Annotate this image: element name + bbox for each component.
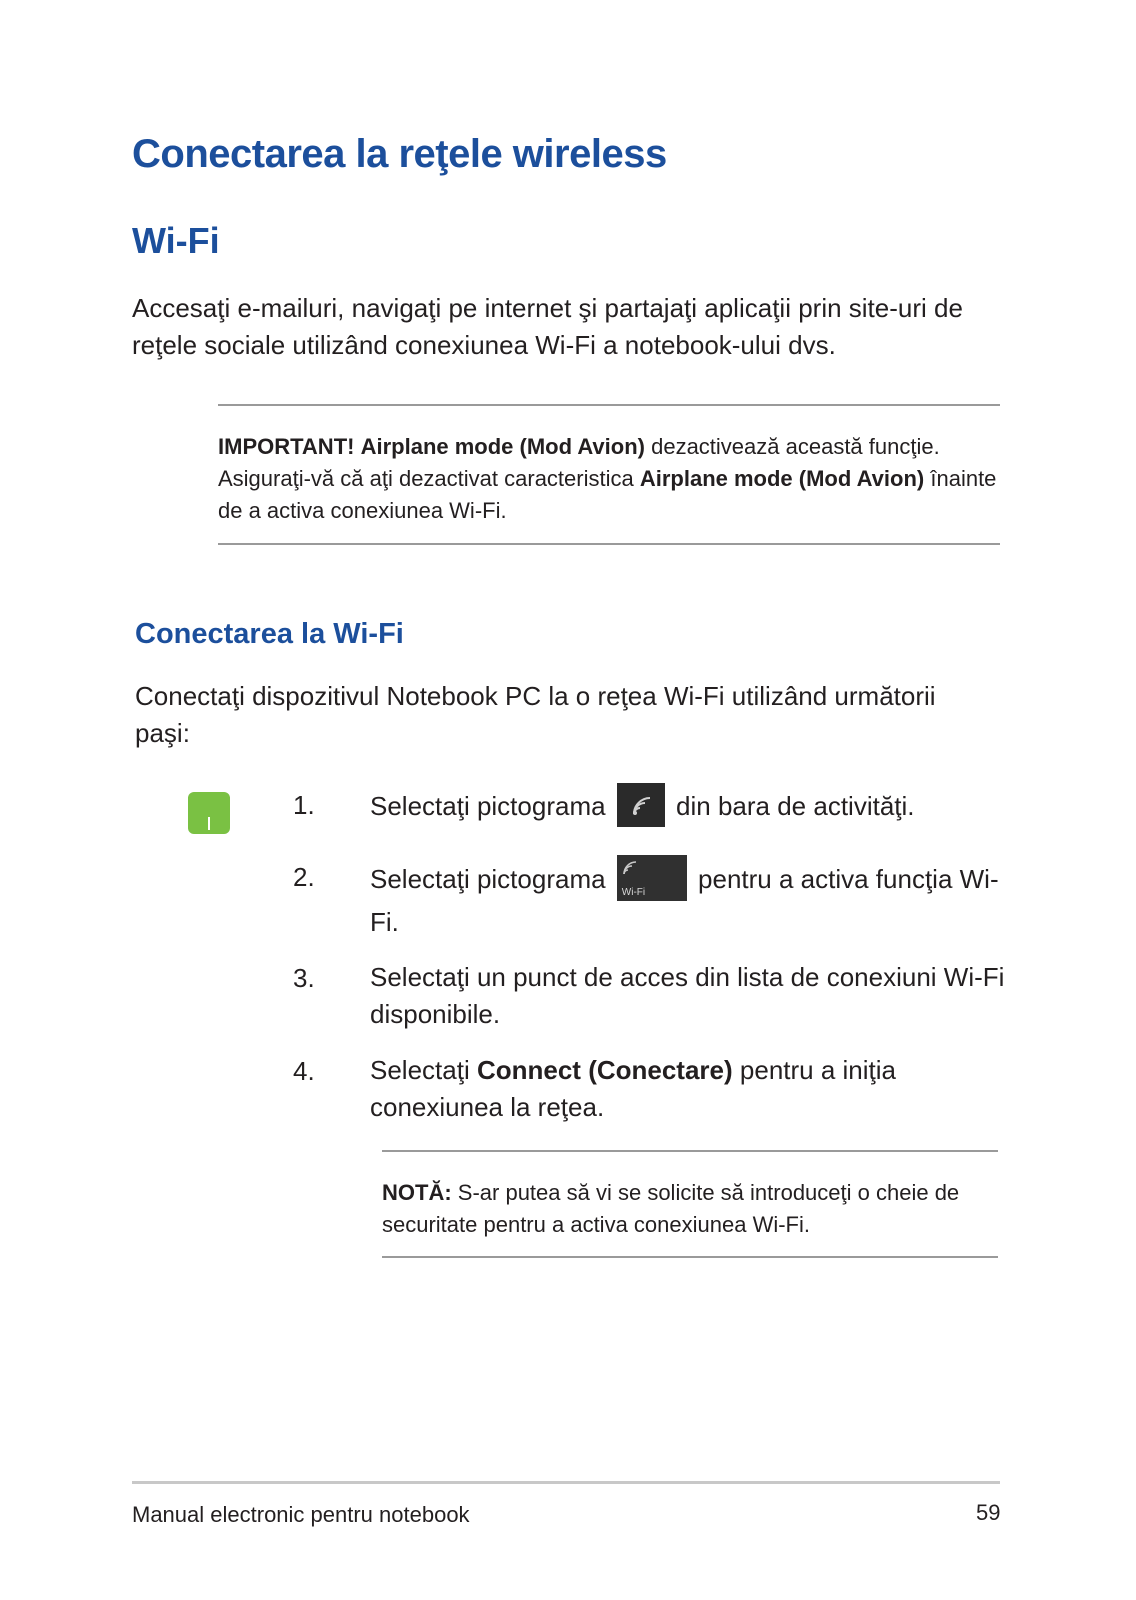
- step-2-before: Selectaţi pictograma: [370, 863, 606, 894]
- step-2-number: 2.: [293, 862, 315, 892]
- note-text: S-ar putea să vi se solicite să introduceţi o cheie de securitate pentru a activa conexiunea Wi-Fi.: [382, 1180, 960, 1237]
- section-title-wifi: Wi-Fi: [132, 220, 220, 261]
- step-1-after: din bara de activităţi.: [676, 790, 915, 821]
- airplane-mode-term-2: Airplane mode (Mod Avion): [639, 466, 925, 491]
- step-4-text: [370, 1052, 1010, 1126]
- wifi-tile-label: Wi-Fi: [621, 887, 646, 898]
- step-1-number: 1.: [293, 790, 315, 820]
- airplane-mode-term: Airplane mode (Mod Avion): [360, 434, 645, 459]
- network-tray-icon: [617, 783, 665, 827]
- connect-term: Connect (Conectare): [476, 1055, 733, 1085]
- important-prefix: IMPORTANT!: [218, 434, 355, 459]
- step-4-after: pentru a iniţia conexiunea la reţea.: [370, 1055, 897, 1122]
- step-3-number: 3.: [293, 963, 315, 993]
- step-2-after: pentru a activa funcţia Wi-Fi.: [370, 863, 999, 937]
- important-text-1: dezactivează această funcţie. Asiguraţi-vă că aţi dezactivat caracteristica: [218, 434, 940, 491]
- section-lead: Conectaţi dispozitivul Notebook PC la o reţea Wi-Fi utilizând următorii paşi:: [135, 681, 936, 748]
- important-text-2: înainte de a activa conexiunea Wi-Fi.: [218, 466, 997, 523]
- step-4-number: 4.: [293, 1056, 315, 1086]
- important-note: [218, 431, 998, 527]
- important-top-rule: [218, 404, 1000, 406]
- page-title: Conectarea la reţele wireless: [132, 132, 667, 176]
- section-heading: Conectarea la Wi-Fi: [135, 618, 404, 650]
- tablet-mode-icon: [188, 792, 230, 834]
- step-1-before: Selectaţi pictograma: [370, 790, 606, 821]
- important-bottom-rule: [218, 543, 1000, 545]
- footer-rule: [132, 1481, 1000, 1484]
- note-top-rule: [382, 1150, 998, 1152]
- footer-title: Manual electronic pentru notebook: [132, 1502, 470, 1527]
- note: [382, 1177, 1002, 1241]
- wifi-tile-icon: [617, 855, 687, 901]
- note-prefix: NOTĂ:: [382, 1180, 452, 1205]
- intro-paragraph: Accesaţi e-mailuri, navigaţi pe internet şi partajaţi aplicaţii prin site-uri de reţele sociale utilizând conexiunea Wi-Fi a notebook-ului dvs.: [132, 293, 963, 360]
- step-4-before: Selectaţi: [370, 1055, 470, 1085]
- step-2-text: [370, 858, 1010, 941]
- step-1-text: [370, 786, 1010, 830]
- page-number: 59: [976, 1500, 1001, 1525]
- note-bottom-rule: [382, 1256, 998, 1258]
- step-3-text: Selectaţi un punct de acces din lista de conexiuni Wi-Fi disponibile.: [370, 962, 1005, 1029]
